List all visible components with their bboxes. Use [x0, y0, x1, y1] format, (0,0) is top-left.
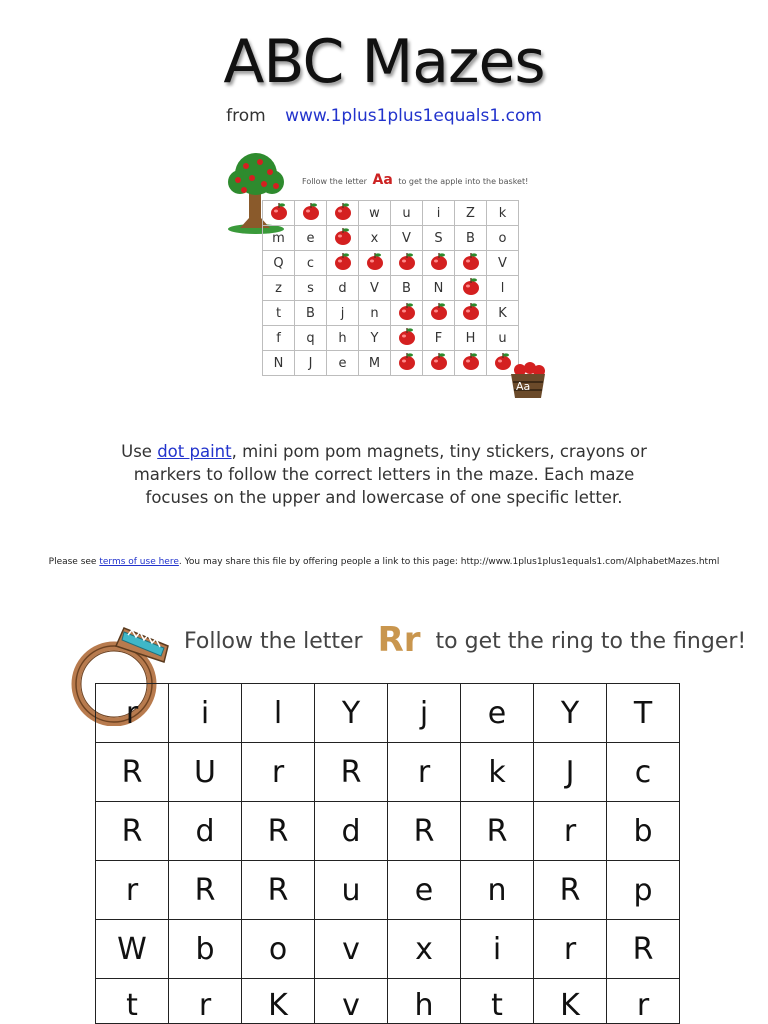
sample-maze-cell[interactable]: J [295, 351, 327, 376]
apple-icon[interactable] [359, 251, 391, 276]
maze-cell[interactable]: l [242, 684, 315, 743]
sample-instruction [302, 172, 528, 188]
sample-maze-cell[interactable]: h [327, 326, 359, 351]
sample-maze-cell[interactable]: e [295, 226, 327, 251]
sample-maze-row [263, 276, 519, 301]
apple-icon[interactable] [391, 251, 423, 276]
sample-maze-cell[interactable]: Z [455, 201, 487, 226]
sample-maze-cell[interactable]: N [263, 351, 295, 376]
apple-icon[interactable] [391, 326, 423, 351]
basket-label: Aa [516, 380, 531, 393]
terms-note [0, 557, 768, 567]
sample-maze-cell[interactable]: Q [263, 251, 295, 276]
maze-cell[interactable]: T [607, 684, 680, 743]
from-label: from [226, 106, 266, 126]
maze-cell[interactable]: c [607, 743, 680, 802]
maze-cell[interactable]: r [534, 920, 607, 979]
apple-icon[interactable] [455, 351, 487, 376]
maze-row [96, 684, 680, 743]
apple-icon[interactable] [327, 226, 359, 251]
maze-cell[interactable]: R [461, 802, 534, 861]
sample-maze [226, 152, 546, 400]
sample-maze-cell[interactable]: j [327, 301, 359, 326]
letter-maze-grid [95, 683, 680, 1024]
website-link[interactable]: www.1plus1plus1equals1.com [285, 106, 542, 126]
sample-maze-cell[interactable]: F [423, 326, 455, 351]
maze-cell[interactable]: x [388, 920, 461, 979]
maze-cell[interactable]: U [169, 743, 242, 802]
sample-instruction-before: Follow the letter [302, 177, 367, 186]
maze-cell[interactable]: Y [315, 684, 388, 743]
sample-maze-cell[interactable]: N [423, 276, 455, 301]
sample-maze-cell[interactable]: u [487, 326, 519, 351]
apple-icon[interactable] [327, 251, 359, 276]
maze-cell[interactable]: r [388, 743, 461, 802]
sample-maze-cell[interactable]: i [423, 201, 455, 226]
sample-maze-cell[interactable]: K [487, 301, 519, 326]
sample-maze-cell[interactable]: x [359, 226, 391, 251]
maze-cell[interactable]: r [96, 684, 169, 743]
maze-cell[interactable]: d [169, 802, 242, 861]
maze-cell[interactable]: e [388, 861, 461, 920]
sample-maze-cell[interactable]: Y [359, 326, 391, 351]
maze-cell[interactable]: p [607, 861, 680, 920]
maze-row [96, 802, 680, 861]
sample-maze-cell[interactable]: B [455, 226, 487, 251]
sample-maze-cell[interactable]: c [295, 251, 327, 276]
maze-cell[interactable]: R [388, 802, 461, 861]
maze-instruction-before: Follow the letter [184, 629, 363, 654]
maze-row [96, 920, 680, 979]
maze-cell[interactable]: W [96, 920, 169, 979]
apple-icon[interactable] [295, 201, 327, 226]
sample-maze-cell[interactable]: V [487, 251, 519, 276]
maze-cell[interactable]: R [534, 861, 607, 920]
maze-cell[interactable]: e [461, 684, 534, 743]
desc-text-start: Use [121, 442, 158, 461]
sample-maze-cell[interactable]: l [487, 276, 519, 301]
maze-cell[interactable]: d [315, 802, 388, 861]
maze-row [96, 743, 680, 802]
maze-cell[interactable]: Y [534, 684, 607, 743]
sample-maze-cell[interactable]: V [391, 226, 423, 251]
maze-cell[interactable]: t [461, 979, 534, 1024]
sample-maze-cell[interactable]: k [487, 201, 519, 226]
apple-icon[interactable] [327, 201, 359, 226]
page-title: ABC Mazes [223, 27, 545, 97]
sample-maze-cell[interactable]: q [295, 326, 327, 351]
sample-maze-row [263, 226, 519, 251]
sample-maze-cell[interactable]: B [295, 301, 327, 326]
sample-maze-row [263, 351, 519, 376]
maze-cell[interactable]: v [315, 920, 388, 979]
sample-maze-cell[interactable]: e [327, 351, 359, 376]
maze-cell[interactable]: r [96, 861, 169, 920]
apple-icon[interactable] [423, 251, 455, 276]
maze-cell[interactable]: j [388, 684, 461, 743]
terms-of-use-link[interactable]: terms of use here [99, 557, 179, 567]
sample-maze-cell[interactable]: t [263, 301, 295, 326]
maze-cell[interactable]: R [96, 802, 169, 861]
apple-icon[interactable] [455, 301, 487, 326]
sample-maze-row [263, 201, 519, 226]
maze-cell[interactable]: r [242, 743, 315, 802]
dot-paint-link[interactable]: dot paint [157, 442, 232, 461]
maze-instruction-after: to get the ring to the finger! [435, 629, 747, 654]
sample-maze-cell[interactable]: n [359, 301, 391, 326]
sample-maze-cell[interactable]: u [391, 201, 423, 226]
sample-maze-grid [262, 200, 519, 376]
sample-maze-row [263, 326, 519, 351]
sample-instruction-after: to get the apple into the basket! [398, 177, 529, 186]
maze-cell[interactable]: n [461, 861, 534, 920]
apple-icon[interactable] [263, 201, 295, 226]
apple-icon[interactable] [455, 276, 487, 301]
maze-cell[interactable]: K [534, 979, 607, 1024]
sample-maze-cell[interactable]: m [263, 226, 295, 251]
maze-cell[interactable]: r [169, 979, 242, 1024]
note-text-start: Please see [48, 557, 100, 567]
maze-cell[interactable]: h [388, 979, 461, 1024]
instructions-paragraph [120, 440, 648, 509]
apple-icon[interactable] [391, 301, 423, 326]
apple-icon[interactable] [423, 351, 455, 376]
sample-maze-cell[interactable]: f [263, 326, 295, 351]
apple-icon[interactable] [391, 351, 423, 376]
maze-cell[interactable]: k [461, 743, 534, 802]
source-line [0, 106, 768, 126]
sample-maze-cell[interactable]: z [263, 276, 295, 301]
note-text-rest: . You may share this file by offering people a link to this page: http://www.1plus1plus1equals1.com/AlphabetMazes.html [178, 557, 720, 567]
maze-cell[interactable]: i [461, 920, 534, 979]
maze-target-letter: Rr [377, 620, 421, 660]
maze-cell[interactable]: v [315, 979, 388, 1024]
maze-cell[interactable]: i [169, 684, 242, 743]
sample-maze-cell[interactable]: d [327, 276, 359, 301]
maze-instruction [184, 620, 746, 662]
sample-maze-cell[interactable]: M [359, 351, 391, 376]
maze-cell[interactable]: J [534, 743, 607, 802]
maze-cell[interactable]: r [607, 979, 680, 1024]
sample-maze-cell[interactable]: V [359, 276, 391, 301]
maze-row [96, 979, 680, 1024]
sample-maze-cell[interactable]: w [359, 201, 391, 226]
maze-cell[interactable]: K [242, 979, 315, 1024]
sample-maze-cell[interactable]: B [391, 276, 423, 301]
sample-maze-cell[interactable]: S [423, 226, 455, 251]
maze-cell[interactable]: R [169, 861, 242, 920]
desc-text-rest: , mini pom pom magnets, tiny stickers, crayons or markers to follow the correct letters in the maze. Each maze focuses on the upper and lowercase of one specific letter. [133, 442, 647, 507]
sample-maze-cell[interactable]: H [455, 326, 487, 351]
maze-row [96, 861, 680, 920]
sample-target-letter: Aa [372, 172, 393, 188]
maze-cell[interactable]: R [242, 861, 315, 920]
maze-cell[interactable]: t [96, 979, 169, 1024]
apple-icon[interactable] [455, 251, 487, 276]
sample-maze-row [263, 251, 519, 276]
sample-maze-cell[interactable]: s [295, 276, 327, 301]
apple-icon[interactable] [423, 301, 455, 326]
maze-cell[interactable]: R [242, 802, 315, 861]
maze-cell[interactable]: R [607, 920, 680, 979]
sample-maze-row [263, 301, 519, 326]
maze-cell[interactable]: r [534, 802, 607, 861]
sample-maze-cell[interactable]: o [487, 226, 519, 251]
maze-cell[interactable]: b [607, 802, 680, 861]
maze-cell[interactable]: R [315, 743, 388, 802]
maze-cell[interactable]: o [242, 920, 315, 979]
maze-cell[interactable]: u [315, 861, 388, 920]
maze-cell[interactable]: b [169, 920, 242, 979]
maze-cell[interactable]: R [96, 743, 169, 802]
